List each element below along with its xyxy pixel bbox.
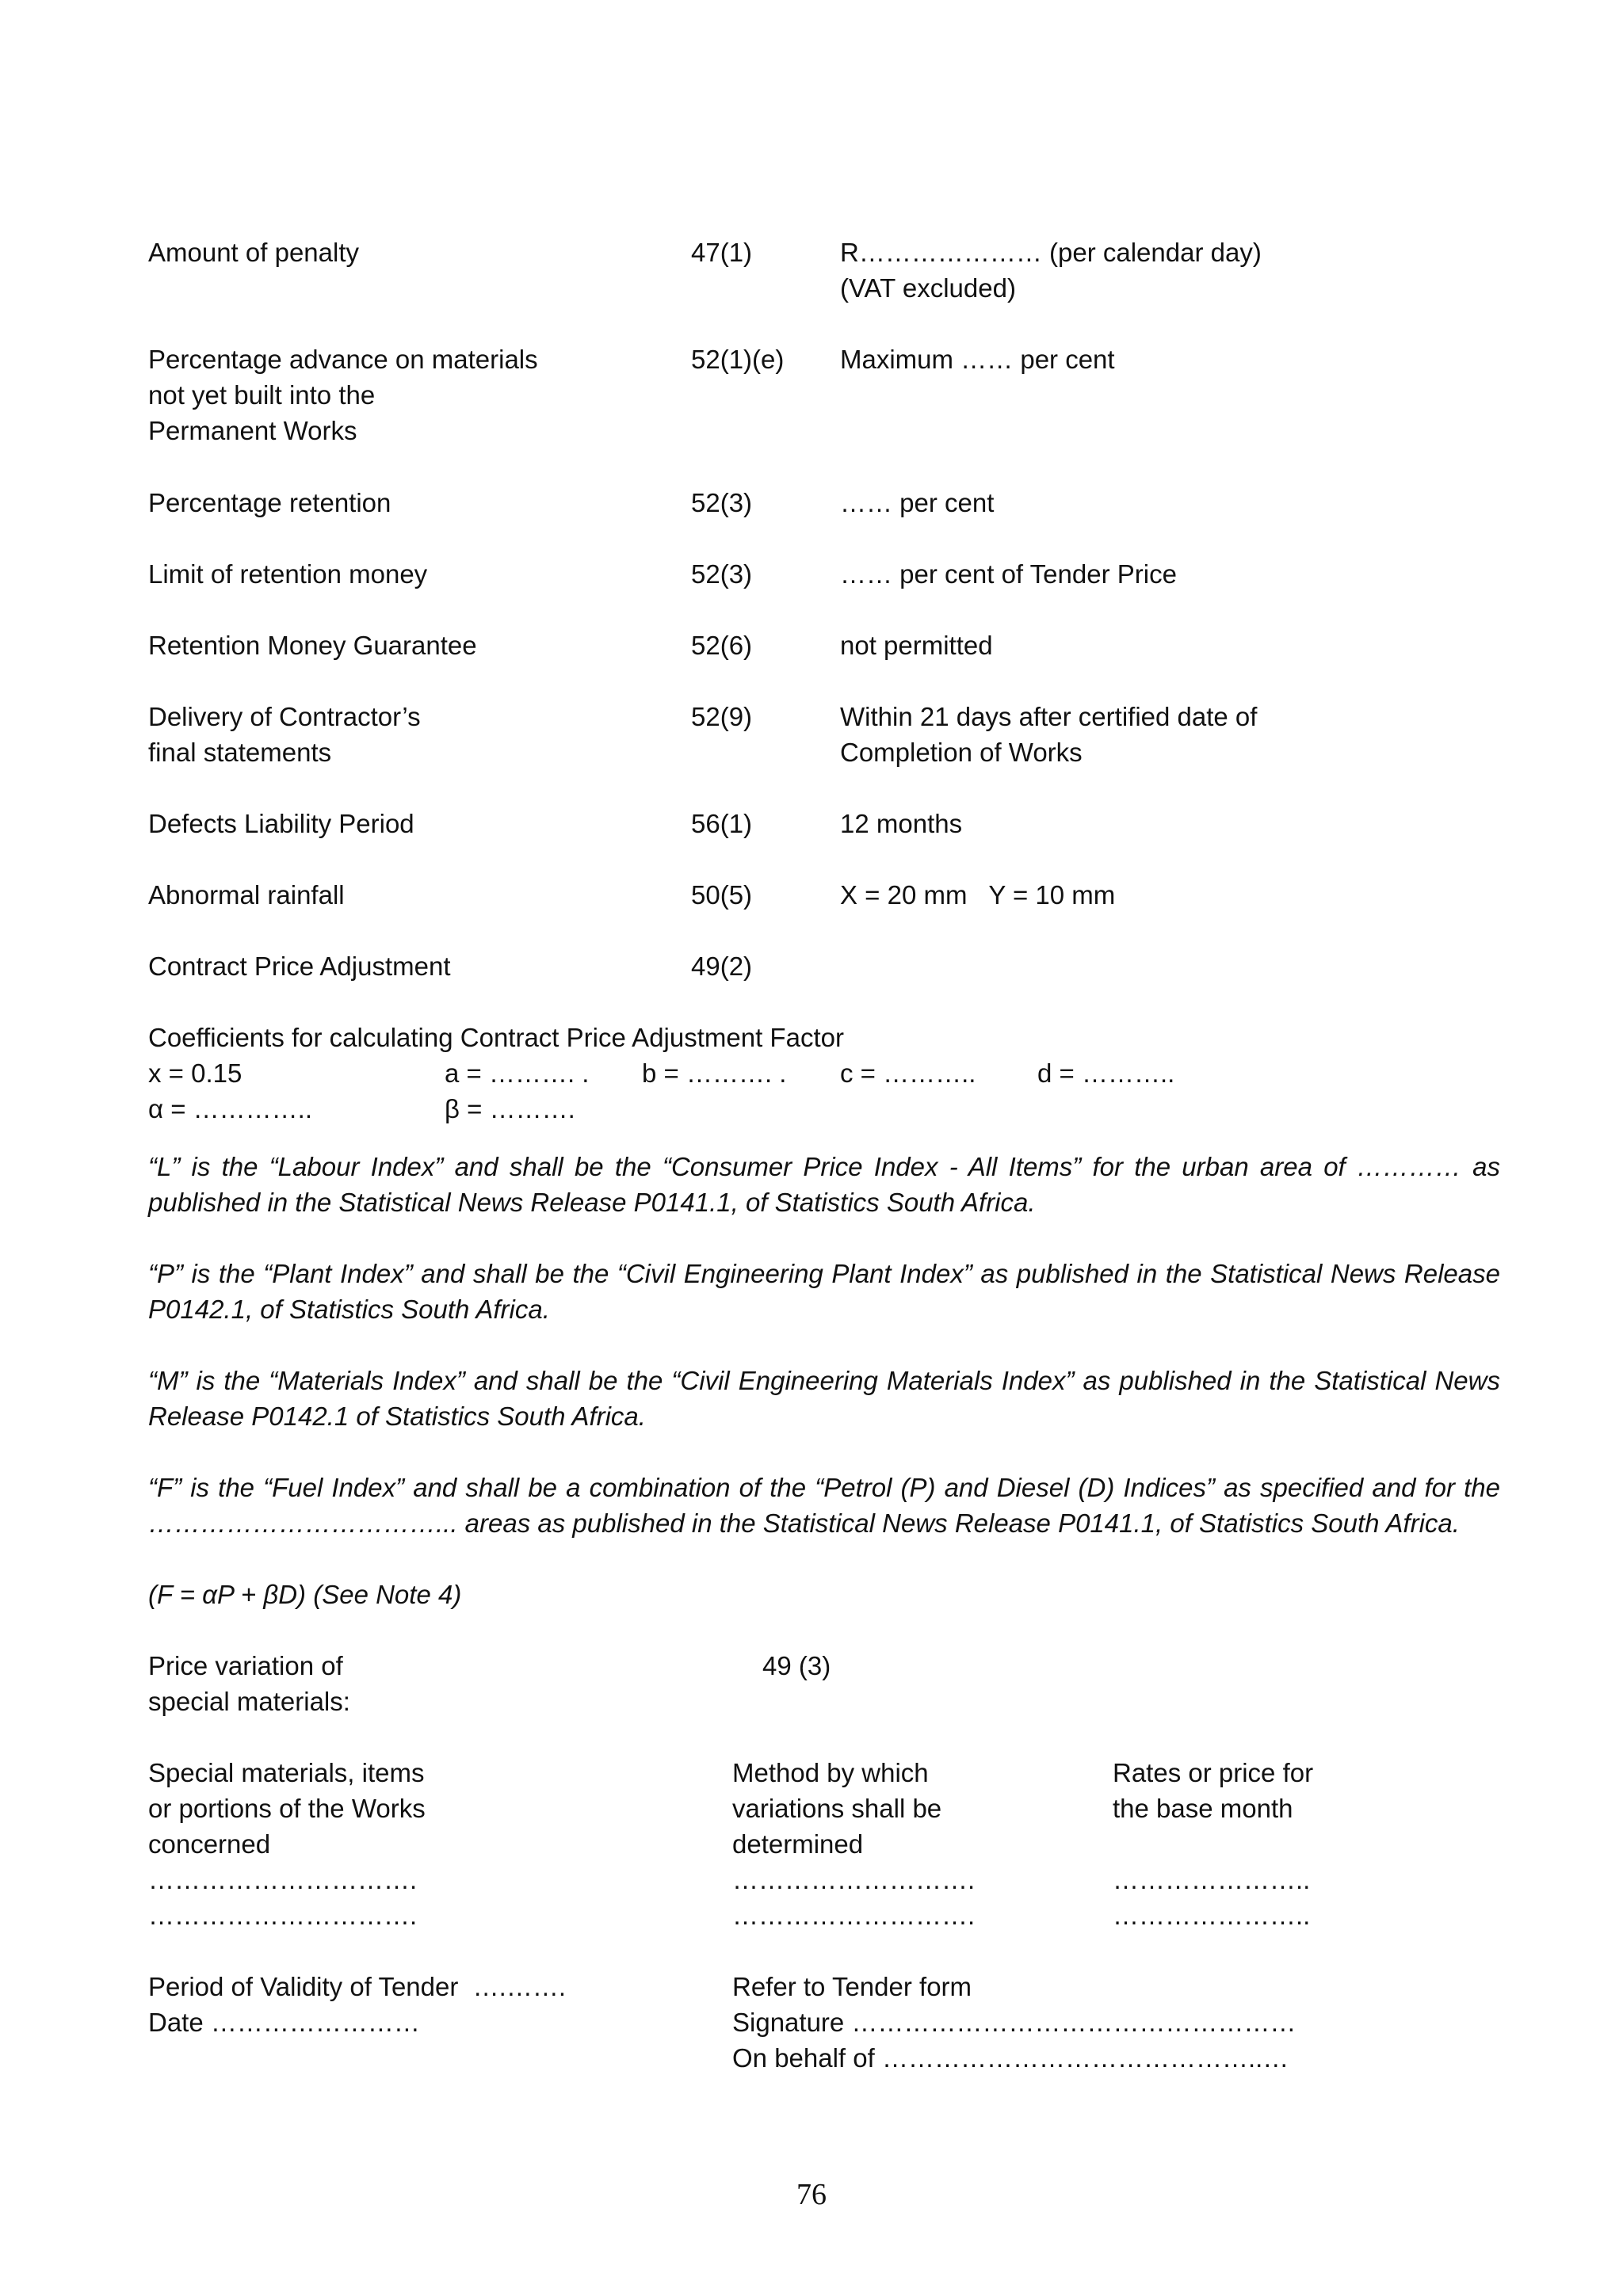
row-value — [840, 627, 993, 663]
table-cell: ………………………. — [732, 1865, 976, 1894]
row-value-line: (VAT excluded) — [840, 273, 1016, 303]
row-clause: 52(3) — [691, 559, 753, 589]
row-value-line: Maximum …… per cent — [840, 345, 1115, 374]
date-line: Date …………………… — [148, 2008, 420, 2037]
table-header-method — [732, 1755, 941, 1862]
row-value — [840, 235, 1262, 306]
table-cell: …………………………. — [148, 1901, 418, 1930]
validity-of-tender: Period of Validity of Tender ….……. — [148, 1972, 567, 2001]
row-value — [840, 699, 1257, 770]
row-clause: 49(2) — [691, 952, 753, 981]
row-value-line: 12 months — [840, 809, 963, 838]
row-label — [148, 485, 391, 521]
row-clause: 52(6) — [691, 631, 753, 660]
row-value-line: Within 21 days after certified date of — [840, 702, 1258, 731]
row-value-line: R………………… (per calendar day) — [840, 238, 1262, 267]
row-value-line: X = 20 mm Y = 10 mm — [840, 880, 1116, 910]
row-label-line: Abnormal rainfall — [148, 880, 345, 910]
row-clause: 47(1) — [691, 238, 753, 267]
table-header-line: the base month — [1113, 1794, 1293, 1823]
row-label-line: Permanent Works — [148, 416, 357, 445]
on-behalf-of-line: On behalf of ……………………………………..… — [732, 2043, 1289, 2073]
table-header-line: concerned — [148, 1829, 271, 1859]
row-label — [148, 627, 477, 663]
row-value-line: …… per cent of Tender Price — [840, 559, 1177, 589]
row-label-line: Amount of penalty — [148, 238, 359, 267]
table-header-special-materials — [148, 1755, 426, 1862]
row-label — [148, 699, 421, 770]
coefficient-d: d = ……….. — [1037, 1058, 1175, 1088]
row-label — [148, 948, 451, 984]
table-header-line: determined — [732, 1829, 864, 1859]
table-cell: ………………….. — [1113, 1865, 1311, 1894]
price-variation-label-line: Price variation of — [148, 1651, 343, 1680]
row-label-line: not yet built into the — [148, 380, 376, 410]
row-label-line: Delivery of Contractor’s — [148, 702, 421, 731]
table-cell: …………………………. — [148, 1865, 418, 1894]
row-label — [148, 806, 414, 841]
row-label — [148, 877, 345, 913]
coefficient-b: b = ………. . — [642, 1058, 787, 1088]
row-value-line: Completion of Works — [840, 738, 1083, 767]
row-label — [148, 341, 538, 448]
row-value — [840, 806, 962, 841]
price-variation-label-line: special materials: — [148, 1687, 350, 1716]
row-label-line: Percentage retention — [148, 488, 391, 517]
coefficient-x: x = 0.15 — [148, 1058, 242, 1088]
coefficients-heading: Coefficients for calculating Contract Price Adjustment Factor — [148, 1023, 844, 1052]
row-clause: 56(1) — [691, 809, 753, 838]
coefficient-beta: β = ………. — [445, 1094, 575, 1123]
row-value-line: not permitted — [840, 631, 993, 660]
row-clause: 50(5) — [691, 880, 753, 910]
price-variation-clause: 49 (3) — [762, 1651, 831, 1680]
row-label-line: Retention Money Guarantee — [148, 631, 477, 660]
row-value — [840, 341, 1115, 377]
materials-index-definition: “M” is the “Materials Index” and shall be the “Civil Engineering Materials Index” as published in the Statistical News Release P0142.1 of Statistics South Africa. — [148, 1366, 1500, 1431]
row-label-line: Contract Price Adjustment — [148, 952, 451, 981]
table-header-line: Method by which — [732, 1758, 929, 1787]
coefficient-alpha: α = ………….. — [148, 1094, 313, 1123]
coefficient-a: a = ………. . — [445, 1058, 590, 1088]
row-value — [840, 556, 1177, 592]
table-header-line: or portions of the Works — [148, 1794, 426, 1823]
row-label-line: final statements — [148, 738, 332, 767]
row-label-line: Percentage advance on materials — [148, 345, 538, 374]
table-header-line: variations shall be — [732, 1794, 942, 1823]
row-value — [840, 485, 994, 521]
row-clause: 52(1)(e) — [691, 345, 785, 374]
row-value — [840, 877, 1115, 913]
refer-to-tender-form: Refer to Tender form — [732, 1972, 972, 2001]
page-number: 76 — [796, 2178, 827, 2211]
table-cell: ………………….. — [1113, 1901, 1311, 1930]
coefficient-c: c = ……….. — [840, 1058, 976, 1088]
fuel-index-definition: “F” is the “Fuel Index” and shall be a combination of the “Petrol (P) and Diesel (D) Indices” as specified and for the ……………………………... areas as published in the Statistical News Release P0141.1, of Statistics South Africa. — [148, 1473, 1500, 1538]
row-value-line: …… per cent — [840, 488, 995, 517]
row-label-line: Defects Liability Period — [148, 809, 414, 838]
fuel-formula: (F = αP + βD) (See Note 4) — [148, 1580, 462, 1609]
table-cell: ………………………. — [732, 1901, 976, 1930]
labour-index-definition: “L” is the “Labour Index” and shall be the “Consumer Price Index - All Items” for the urban area of ………… as published in the Statistical News Release P0141.1, of Statistics South Africa. — [148, 1152, 1500, 1217]
table-header-rates — [1113, 1755, 1313, 1826]
row-label — [148, 235, 359, 270]
signature-line: Signature …………………………………………… — [732, 2008, 1296, 2037]
row-label-line: Limit of retention money — [148, 559, 428, 589]
price-variation-label — [148, 1648, 350, 1719]
table-header-line: Special materials, items — [148, 1758, 425, 1787]
row-clause: 52(9) — [691, 702, 753, 731]
plant-index-definition: “P” is the “Plant Index” and shall be the “Civil Engineering Plant Index” as published in the Statistical News Release P0142.1, of Statistics South Africa. — [148, 1259, 1500, 1324]
table-header-line: Rates or price for — [1113, 1758, 1314, 1787]
row-label — [148, 556, 427, 592]
row-clause: 52(3) — [691, 488, 753, 517]
